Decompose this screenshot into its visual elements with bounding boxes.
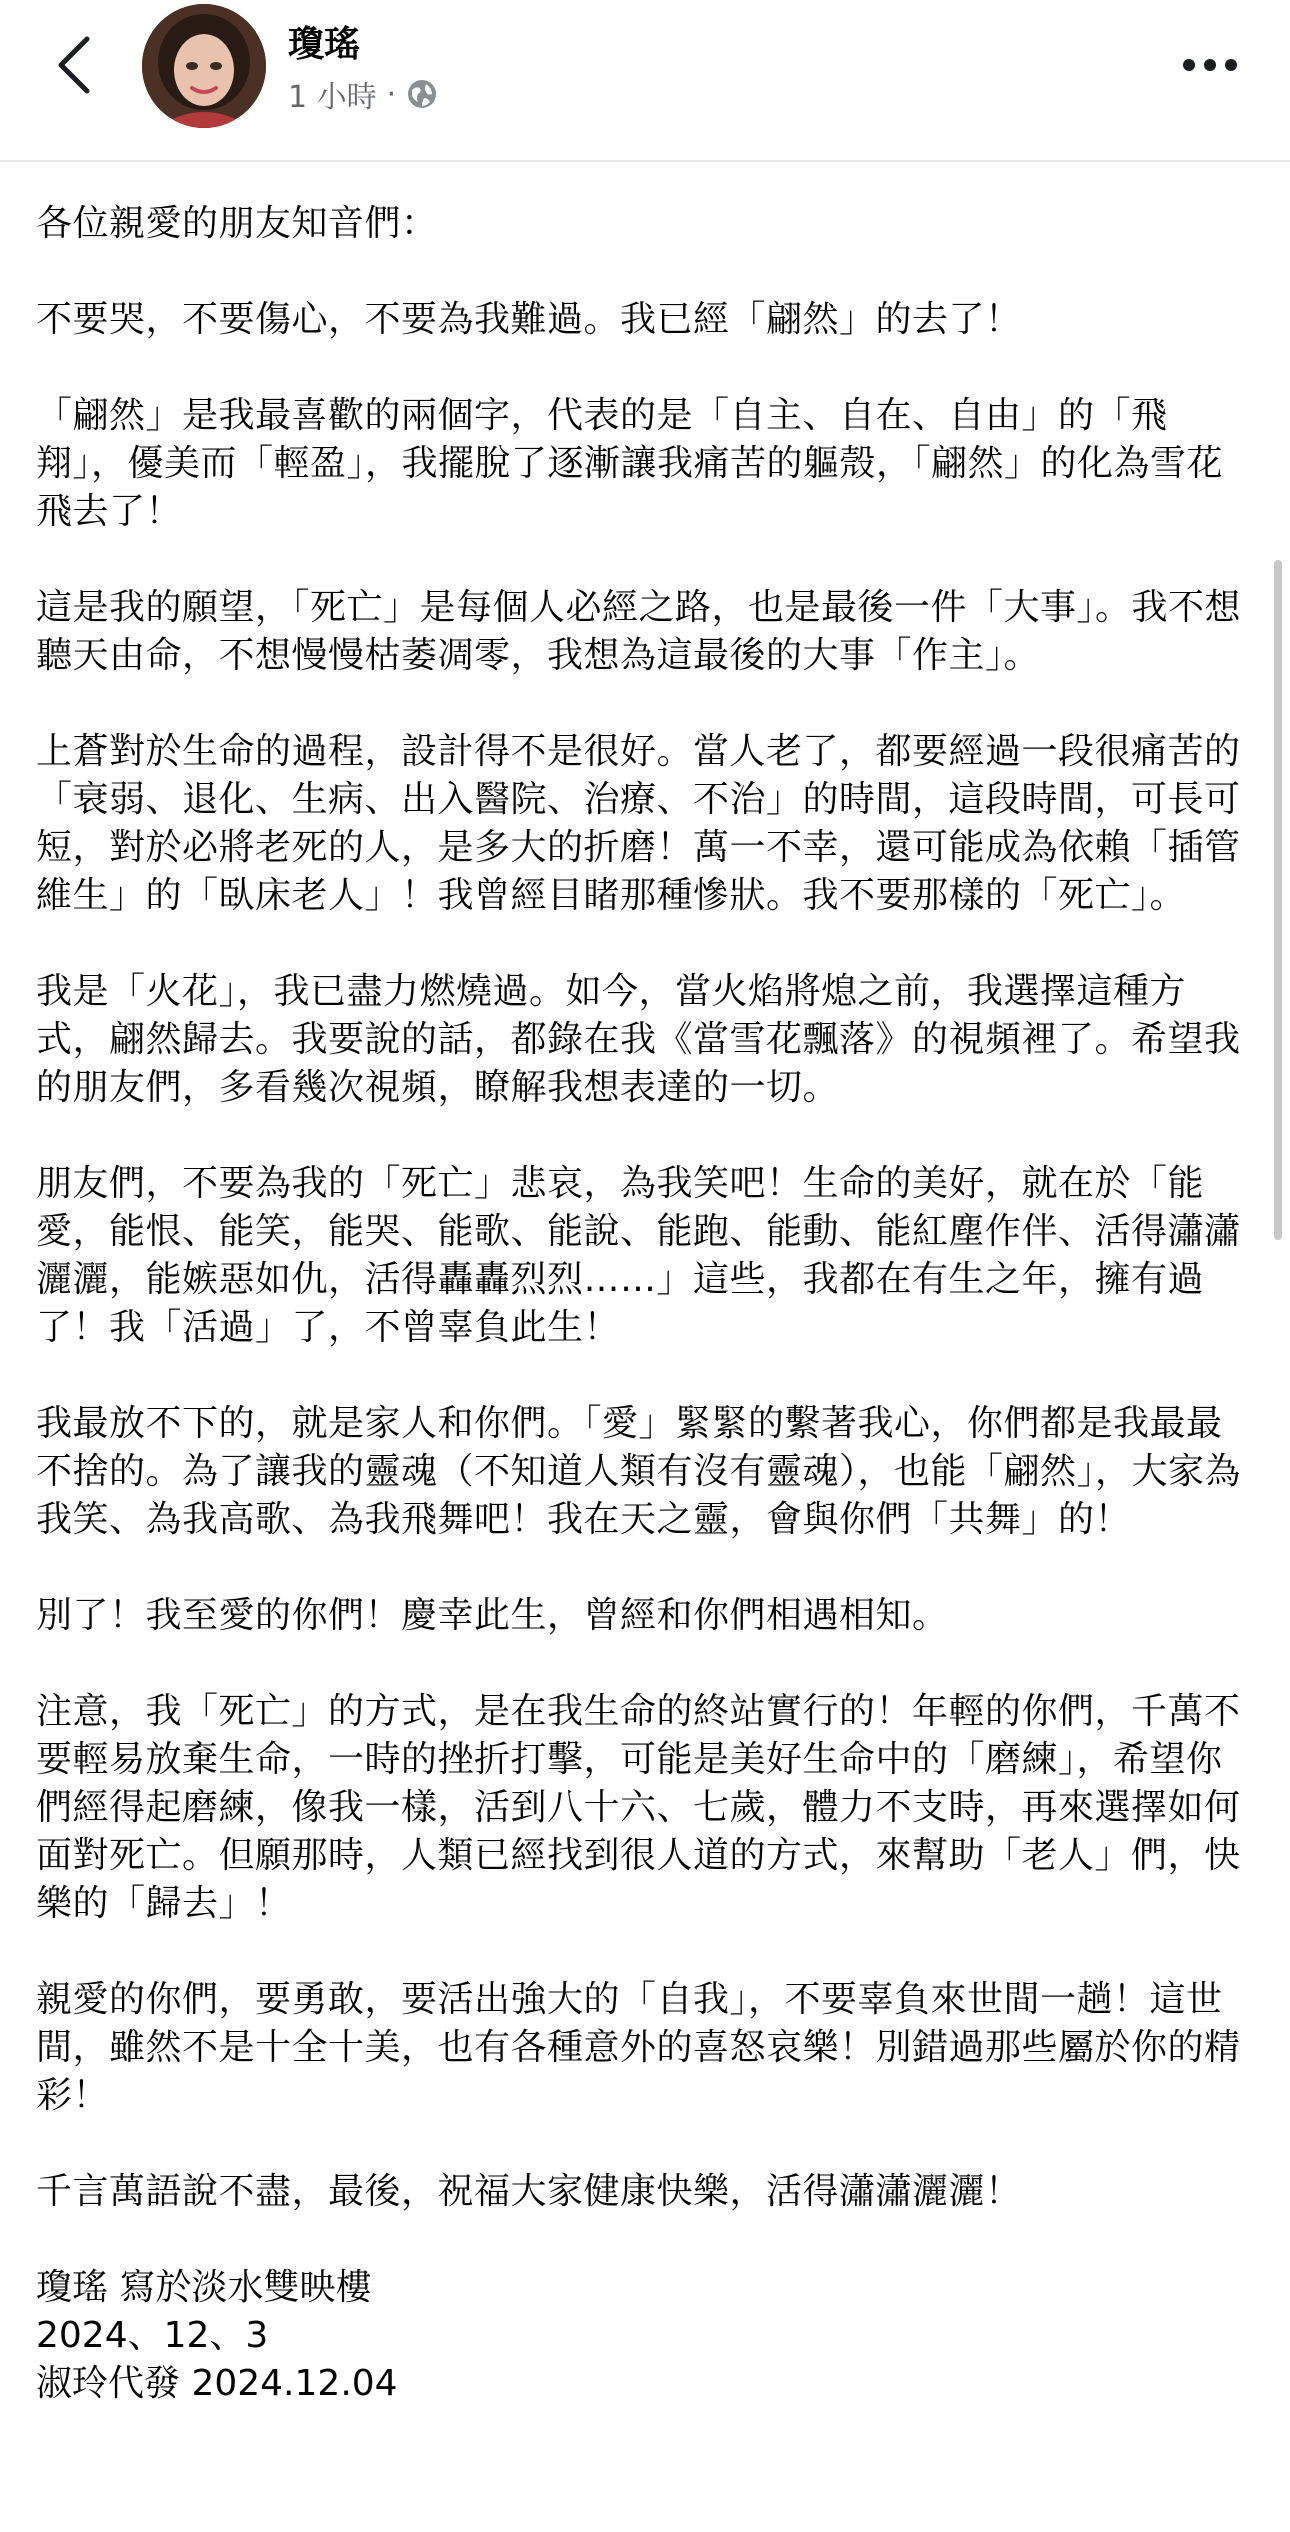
post-paragraph: 不要哭，不要傷心，不要為我難過。我已經「翩然」的去了！ (36, 299, 1022, 340)
post-signature (36, 2264, 1256, 2408)
more-options-button[interactable] (1170, 40, 1250, 90)
post-meta (288, 72, 438, 116)
signature-line: 瓊瑤 寫於淡水雙映樓 (36, 2267, 372, 2308)
post-paragraph: 親愛的你們，要勇敢，要活出強大的「自我」，不要辜負來世間一趟！這世間，雖然不是十全十美，也有各種意外的喜怒哀樂！別錯過那些屬於你的精彩！ (36, 1979, 1241, 2116)
post-paragraph: 「翩然」是我最喜歡的兩個字，代表的是「自主、自在、自由」的「飛翔」，優美而「輕盈」，我擺脫了逐漸讓我痛苦的軀殼，「翩然」的化為雪花飛去了！ (36, 395, 1224, 532)
post-header (0, 0, 1290, 162)
post-paragraph: 我最放不下的，就是家人和你們。「愛」緊緊的繫著我心，你們都是我最最不捨的。為了讓我的靈魂（不知道人類有沒有靈魂），也能「翩然」，大家為我笑、為我高歌、為我飛舞吧！我在天之靈，會與你們「共舞」的！ (36, 1403, 1242, 1540)
post-body (36, 200, 1256, 2408)
post-paragraph: 注意，我「死亡」的方式，是在我生命的終站實行的！年輕的你們，千萬不要輕易放棄生命，一時的挫折打擊，可能是美好生命中的「磨練」，希望你們經得起磨練，像我一樣，活到八十六、七歲，體力不支時，再來選擇如何面對死亡。但願那時，人類已經找到很人道的方式，來幫助「老人」們，快樂的「歸去」！ (36, 1691, 1241, 1924)
meta-separator: · (386, 76, 397, 112)
post-paragraph: 別了！我至愛的你們！慶幸此生，曾經和你們相遇相知。 (36, 1595, 949, 1636)
post-paragraph: 各位親愛的朋友知音們： (36, 203, 438, 244)
chevron-left-icon (55, 35, 95, 95)
avatar[interactable] (142, 4, 266, 128)
post-paragraph: 上蒼對於生命的過程，設計得不是很好。當人老了，都要經過一段很痛苦的「衰弱、退化、生病、出入醫院、治療、不治」的時間，這段時間，可長可短，對於必將老死的人，是多大的折磨！萬一不幸，還可能成為依賴「插管維生」的「臥床老人」！我曾經目睹那種慘狀。我不要那樣的「死亡」。 (36, 731, 1241, 916)
signature-date: 2024、12、3 (36, 2315, 269, 2356)
post-time[interactable]: 1 小時 (288, 80, 377, 115)
signature-posted-by: 淑玲代發 2024.12.04 (36, 2363, 398, 2404)
author-name[interactable]: 瓊瑤 (288, 24, 361, 65)
post-paragraph: 千言萬語說不盡，最後，祝福大家健康快樂，活得瀟瀟灑灑！ (36, 2171, 1022, 2212)
back-button[interactable] (40, 30, 110, 100)
more-horizontal-icon (1182, 58, 1238, 72)
globe-icon (406, 78, 438, 110)
post-paragraph: 朋友們，不要為我的「死亡」悲哀，為我笑吧！生命的美好，就在於「能愛，能恨、能笑，能哭、能歌、能說、能跑、能動、能紅塵作伴、活得瀟瀟灑灑，能嫉惡如仇，活得轟轟烈烈……」這些，我都在有生之年，擁有過了！我「活過」了，不曾辜負此生！ (36, 1163, 1241, 1348)
scrollbar[interactable] (1274, 560, 1282, 1240)
post-paragraph: 這是我的願望，「死亡」是每個人必經之路，也是最後一件「大事」。我不想聽天由命，不想慢慢枯萎凋零，我想為這最後的大事「作主」。 (36, 587, 1242, 676)
post-paragraph: 我是「火花」，我已盡力燃燒過。如今，當火焰將熄之前，我選擇這種方式，翩然歸去。我要說的話，都錄在我《當雪花飄落》的視頻裡了。希望我的朋友們，多看幾次視頻，瞭解我想表達的一切。 (36, 971, 1241, 1108)
